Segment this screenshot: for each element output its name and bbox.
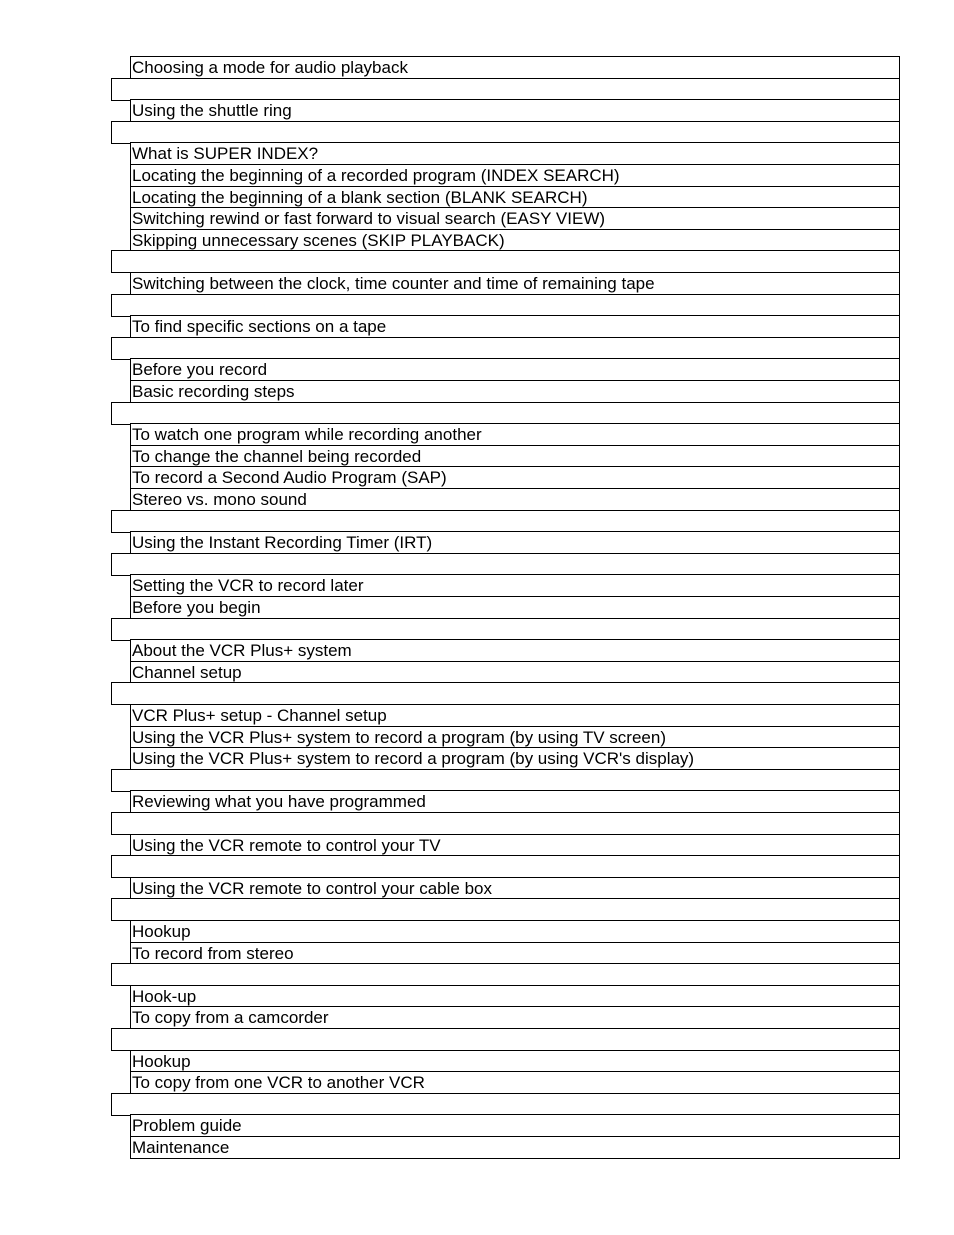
contents-row-label: Using the Instant Recording Timer (IRT): [132, 533, 433, 553]
contents-row: [130, 639, 900, 662]
contents-row: [130, 358, 900, 381]
separator-row: [111, 855, 900, 878]
contents-row: [130, 877, 900, 900]
contents-row-label: About the VCR Plus+ system: [132, 641, 352, 661]
contents-row-label: To change the channel being recorded: [132, 446, 422, 466]
contents-row-label: What is SUPER INDEX?: [132, 144, 319, 164]
separator-row: [111, 337, 900, 360]
separator-row: [111, 78, 900, 101]
contents-row-label: Hookup: [132, 922, 191, 941]
contents-row-label: Before you record: [132, 360, 268, 380]
separator-row: [111, 812, 900, 835]
contents-row: [130, 229, 900, 252]
contents-row-label: To copy from one VCR to another VCR: [132, 1073, 425, 1093]
contents-row: [130, 1006, 900, 1029]
contents-row-label: Basic recording steps: [132, 382, 295, 401]
contents-row: [130, 531, 900, 554]
separator-row: [111, 250, 900, 273]
contents-row-label: Choosing a mode for audio playback: [132, 58, 408, 77]
contents-row: [130, 380, 900, 403]
contents-row-label: Reviewing what you have programmed: [132, 792, 426, 812]
separator-row: [111, 553, 900, 576]
contents-row: [130, 1050, 900, 1073]
separator-row: [111, 402, 900, 425]
contents-row-label: VCR Plus+ setup - Channel setup: [132, 706, 387, 725]
contents-row: [130, 423, 900, 446]
contents-row: [130, 488, 900, 511]
contents-row: [130, 164, 900, 187]
contents-row-label: Hook-up: [132, 986, 197, 1006]
separator-row: [111, 510, 900, 533]
contents-row-label: Using the VCR Plus+ system to record a program (by using VCR's display): [132, 749, 695, 769]
contents-row: [130, 56, 900, 79]
separator-row: [111, 769, 900, 792]
contents-row-label: Problem guide: [132, 1116, 242, 1136]
contents-row: [130, 834, 900, 857]
contents-row-label: Setting the VCR to record later: [132, 576, 364, 596]
contents-row: [130, 920, 900, 943]
separator-row: [111, 1093, 900, 1116]
separator-row: [111, 1028, 900, 1051]
contents-row: [130, 272, 900, 295]
separator-row: [111, 898, 900, 921]
contents-row-label: To find specific sections on a tape: [132, 317, 387, 337]
contents-row-label: Locating the beginning of a recorded program (INDEX SEARCH): [132, 166, 620, 185]
contents-row: [130, 790, 900, 813]
contents-row: [130, 1136, 900, 1159]
contents-row-label: Before you begin: [132, 598, 261, 617]
separator-row: [111, 294, 900, 317]
contents-row: [130, 985, 900, 1008]
contents-row-label: Using the shuttle ring: [132, 101, 292, 121]
contents-row-label: To record from stereo: [132, 943, 294, 963]
separator-row: [111, 682, 900, 705]
contents-row: [130, 747, 900, 770]
separator-row: [111, 121, 900, 144]
contents-row: [130, 596, 900, 619]
contents-row-label: Stereo vs. mono sound: [132, 490, 307, 509]
contents-row-label: Locating the beginning of a blank section (BLANK SEARCH): [132, 187, 588, 207]
contents-row-label: Using the VCR Plus+ system to record a program (by using TV screen): [132, 727, 666, 747]
contents-row: [130, 186, 900, 209]
contents-row: [130, 445, 900, 468]
contents-row: [130, 704, 900, 727]
contents-row: [130, 315, 900, 338]
contents-row: [130, 1071, 900, 1094]
contents-row-label: To copy from a camcorder: [132, 1008, 329, 1028]
contents-row: [130, 574, 900, 597]
contents-row: [130, 142, 900, 165]
contents-row-label: Skipping unnecessary scenes (SKIP PLAYBACK): [132, 230, 505, 250]
contents-row-label: Using the VCR remote to control your TV: [132, 835, 441, 855]
contents-row: [130, 726, 900, 749]
separator-row: [111, 618, 900, 641]
contents-row-label: To watch one program while recording another: [132, 425, 482, 445]
contents-row: [130, 942, 900, 965]
separator-row: [111, 963, 900, 986]
contents-row: [130, 466, 900, 489]
contents-row-label: Switching rewind or fast forward to visual search (EASY VIEW): [132, 209, 606, 229]
contents-row-label: To record a Second Audio Program (SAP): [132, 468, 447, 488]
contents-row-label: Hookup: [132, 1051, 191, 1071]
contents-row: [130, 661, 900, 684]
contents-row-label: Maintenance: [132, 1138, 230, 1157]
contents-row: [130, 207, 900, 230]
contents-row: [130, 1114, 900, 1137]
contents-row-label: Channel setup: [132, 662, 242, 682]
contents-row-label: Using the VCR remote to control your cable box: [132, 878, 493, 898]
contents-row-label: Switching between the clock, time counter and time of remaining tape: [132, 274, 655, 293]
contents-row: [130, 99, 900, 122]
